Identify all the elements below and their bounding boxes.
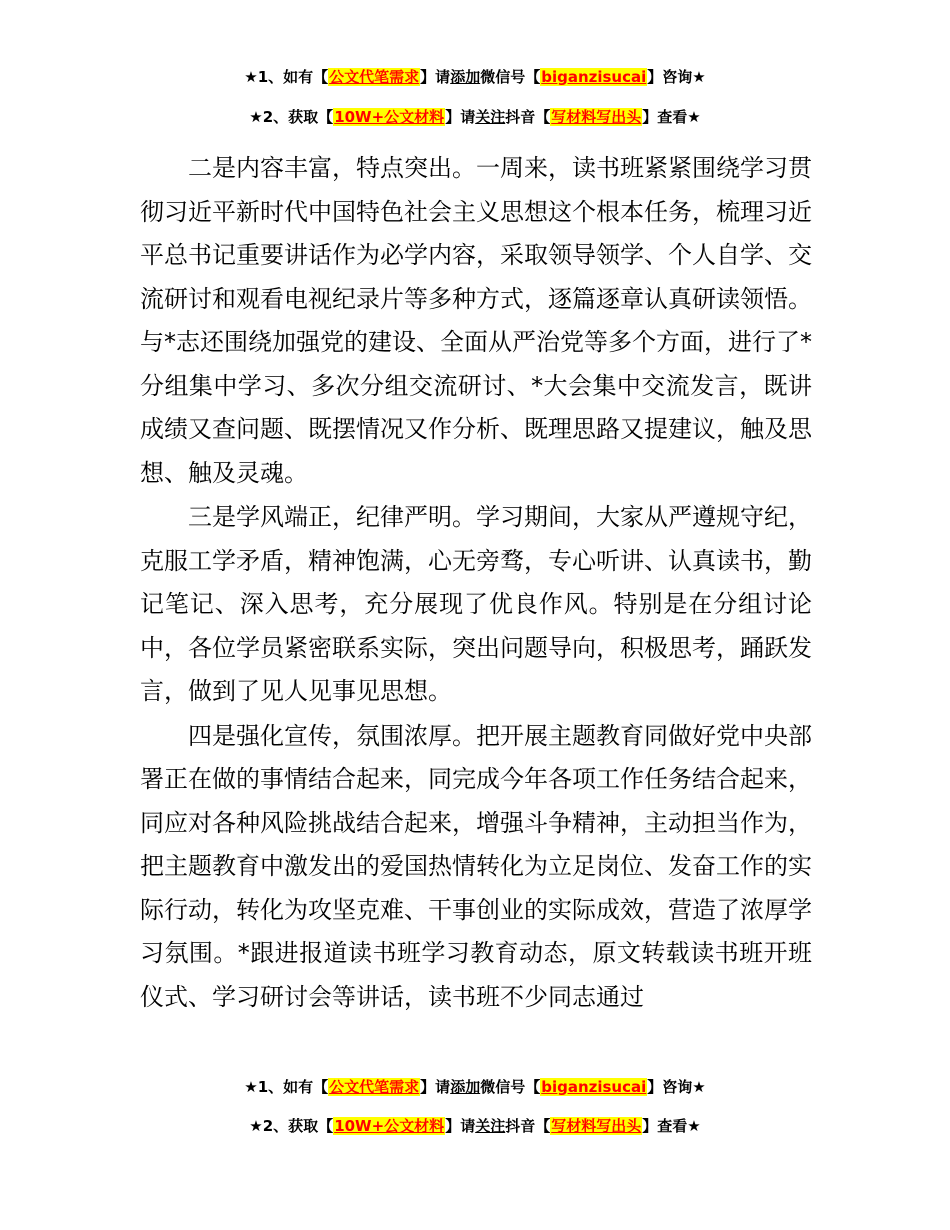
banner-prefix: ★2、获取【: [249, 1117, 334, 1135]
banner-text: 】请: [420, 68, 451, 86]
banner-prefix: ★2、获取【: [249, 108, 334, 126]
bottom-banner-line-2: [0, 1116, 950, 1136]
banner-suffix: 】查看★: [642, 1117, 701, 1135]
banner-text: 微信号【: [480, 68, 541, 86]
bottom-banner-line-1: [0, 1077, 950, 1097]
banner-highlight-materials: 10W+公文材料: [334, 108, 445, 126]
document-body: [140, 147, 812, 1020]
banner-text: 】请: [445, 1117, 476, 1135]
paragraph-study-style: 三是学风端正，纪律严明。学习期间，大家从严遵规守纪，克服工学矛盾，精神饱满，心无旁骛，专心听讲、认真读书，勤记笔记、深入思考，充分展现了优良作风。特别是在分组讨论中，各位学员紧密联系实际，突出问题导向，积极思考，踊跃发言，做到了见人见事见思想。: [140, 503, 812, 705]
banner-underline-text: 关注: [475, 1117, 506, 1135]
banner-text: 微信号【: [480, 1078, 541, 1096]
top-banner-line-2: [0, 107, 950, 127]
banner-highlight-materials: 10W+公文材料: [334, 1117, 445, 1135]
banner-prefix: ★1、如有【: [244, 1078, 329, 1096]
banner-highlight-service: 公文代笔需求: [329, 1078, 420, 1096]
banner-underline-text: 添加: [450, 68, 481, 86]
banner-text: 抖音【: [505, 1117, 551, 1135]
banner-text: 】请: [445, 108, 476, 126]
banner-text: 抖音【: [505, 108, 551, 126]
banner-highlight-douyin: 写材料写出头: [551, 1117, 642, 1135]
top-banner-line-1: [0, 67, 950, 87]
banner-prefix: ★1、如有【: [244, 68, 329, 86]
banner-underline-text: 添加: [450, 1078, 481, 1096]
banner-suffix: 】咨询★: [647, 68, 706, 86]
banner-highlight-wechat-id: biganzisucai: [541, 1078, 647, 1096]
banner-highlight-wechat-id: biganzisucai: [541, 68, 647, 86]
banner-suffix: 】查看★: [642, 108, 701, 126]
banner-text: 】请: [420, 1078, 451, 1096]
paragraph-publicity: 四是强化宣传，氛围浓厚。把开展主题教育同做好党中央部署正在做的事情结合起来，同完成今年各项工作任务结合起来，同应对各种风险挑战结合起来，增强斗争精神，主动担当作为，把主题教育中激发出的爱国热情转化为立足岗位、发奋工作的实际行动，转化为攻坚克难、干事创业的实际成效，营造了浓厚学习氛围。*跟进报道读书班学习教育动态，原文转载读书班开班仪式、学习研讨会等讲话，读书班不少同志通过: [140, 721, 812, 1011]
banner-suffix: 】咨询★: [647, 1078, 706, 1096]
banner-highlight-douyin: 写材料写出头: [551, 108, 642, 126]
paragraph-content-rich: 二是内容丰富，特点突出。一周来，读书班紧紧围绕学习贯彻习近平新时代中国特色社会主义思想这个根本任务，梳理习近平总书记重要讲话作为必学内容，采取领导领学、个人自学、交流研讨和观看电视纪录片等多种方式，逐篇逐章认真研读领悟。与*志还围绕加强党的建设、全面从严治党等多个方面，进行了*分组集中学习、多次分组交流研讨、*大会集中交流发言，既讲成绩又查问题、既摆情况又作分析、既理思路又提建议，触及思想、触及灵魂。: [140, 154, 812, 487]
banner-underline-text: 关注: [475, 108, 506, 126]
banner-highlight-service: 公文代笔需求: [329, 68, 420, 86]
